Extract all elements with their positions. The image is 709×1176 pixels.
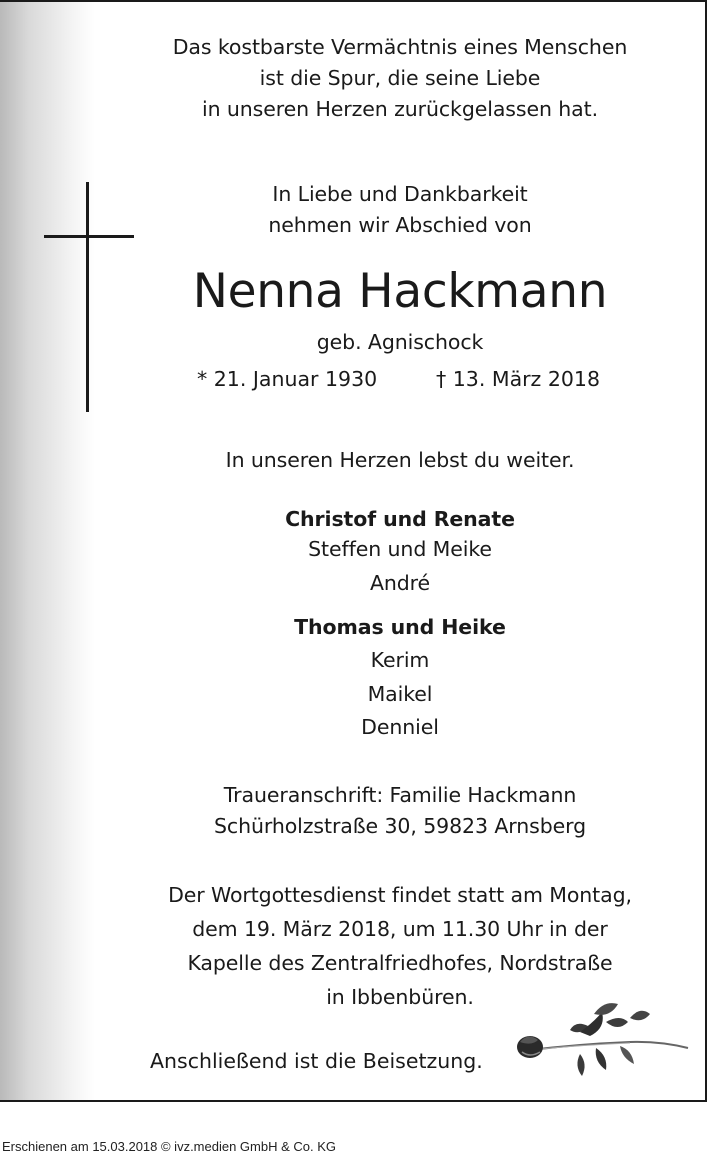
quote-line-2: ist die Spur, die seine Liebe	[259, 66, 541, 90]
service-line-1: Der Wortgottesdienst findet statt am Montag,	[168, 883, 632, 907]
family-member: Denniel	[361, 715, 439, 739]
mourning-address	[95, 780, 705, 842]
family-member: Steffen und Meike	[308, 537, 492, 561]
service-line-4: in Ibbenbüren.	[326, 985, 474, 1009]
family-member: Kerim	[370, 648, 430, 672]
motto: In unseren Herzen lebst du weiter.	[225, 448, 575, 472]
family-member: Maikel	[367, 682, 433, 706]
publication-footer: Erschienen am 15.03.2018 © ivz.medien GmbH & Co. KG	[2, 1139, 337, 1154]
service-line-3: Kapelle des Zentralfriedhofes, Nordstraße	[187, 951, 613, 975]
family-group-2-title: Thomas und Heike	[294, 615, 506, 639]
deceased-name: Nenna Hackmann	[192, 264, 608, 319]
address-line-1: Traueranschrift: Familie Hackmann	[223, 783, 577, 807]
service-line-2: dem 19. März 2018, um 11.30 Uhr in der	[192, 917, 608, 941]
family-member: André	[369, 571, 431, 595]
rose-icon	[510, 992, 690, 1082]
maiden-name: geb. Agnischock	[316, 330, 484, 354]
intro-line-2: nehmen wir Abschied von	[268, 213, 532, 237]
quote-line-3: in unseren Herzen zurückgelassen hat.	[201, 97, 598, 121]
birth-date: * 21. Januar 1930	[197, 367, 378, 391]
intro-line-1: In Liebe und Dankbarkeit	[272, 182, 528, 206]
intro	[95, 179, 705, 241]
address-line-2: Schürholzstraße 30, 59823 Arnsberg	[214, 814, 586, 838]
quote-line-1: Das kostbarste Vermächtnis eines Menschen	[172, 35, 628, 59]
family-group-1-title: Christof und Renate	[285, 507, 515, 531]
death-date: † 13. März 2018	[436, 367, 601, 391]
quote	[95, 32, 705, 125]
burial-note: Anschließend ist die Beisetzung.	[150, 1049, 483, 1073]
left-gradient-strip	[0, 2, 95, 1100]
